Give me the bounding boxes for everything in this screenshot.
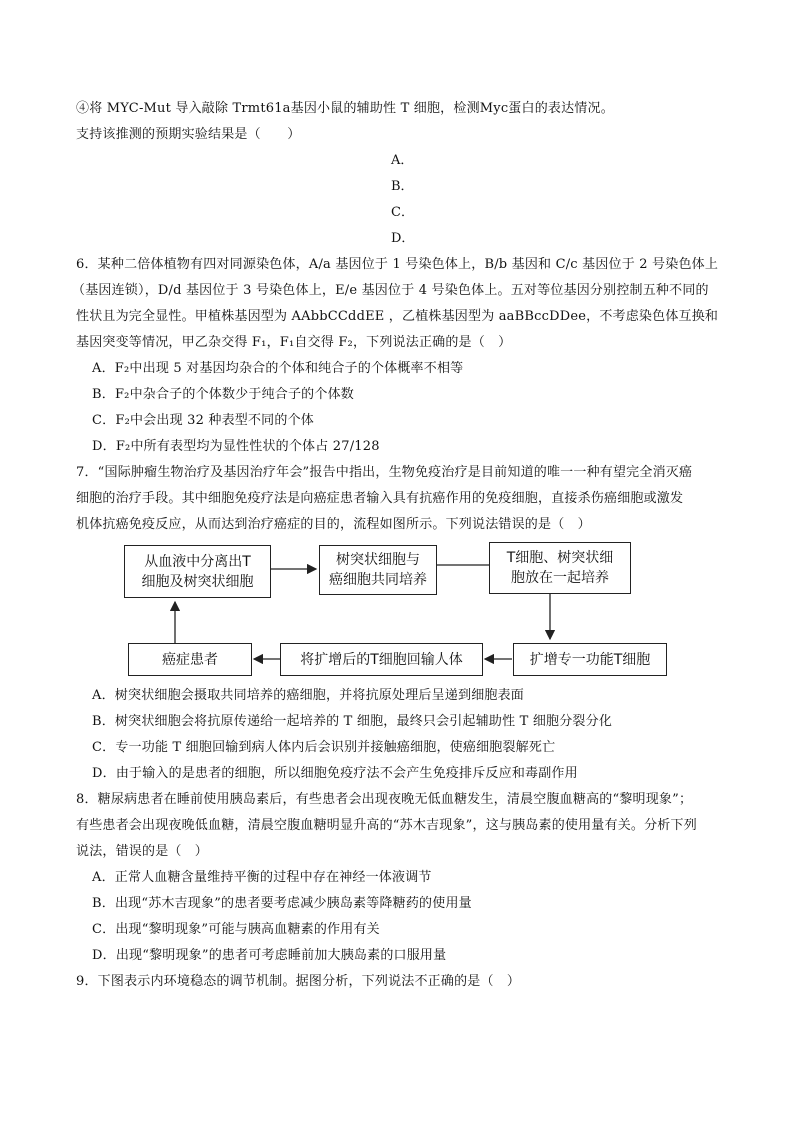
q6-option-c: C．F₂中会出现 32 种表型不同的个体: [92, 413, 314, 428]
flow-box-patient: 癌症患者: [128, 643, 252, 676]
q7-stem-line-2: 细胞的治疗手段。其中细胞免疫疗法是向癌症患者输入具有抗癌作用的免疫细胞，直接杀伤癌细胞或激发: [76, 491, 684, 506]
q8-option-c: C．出现“黎明现象”可能与胰高血糖素的作用有关: [92, 922, 380, 937]
flow-box-coculture-cancer: [319, 545, 437, 595]
q6-option-d: D．F₂中所有表型均为显性性状的个体占 27/128: [92, 439, 380, 454]
flow-box-coculture-t-cells: [489, 542, 631, 594]
q7-option-b: B．树突状细胞会将抗原传递给一起培养的 T 细胞，最终只会引起辅助性 T 细胞分裂分化: [92, 714, 613, 729]
q6-option-a: A．F₂中出现 5 对基因均杂合的个体和纯合子的个体概率不相等: [92, 361, 464, 376]
q6-stem-line-2: （基因连锁），D/d 基因位于 3 号染色体上，E/e 基因位于 4 号染色体上。五对等位基因分别控制五种不同的: [72, 283, 709, 298]
q8-stem-line-1: 8．糖尿病患者在睡前使用胰岛素后，有些患者会出现夜晚无低血糖发生，清晨空腹血糖高的“黎明现象”；: [76, 792, 693, 807]
q5-option-c: C．: [391, 205, 414, 220]
flow-box-separate-cells-line-2: 细胞及树突状细胞: [141, 573, 254, 590]
q5-option-b: B．: [391, 179, 414, 194]
q8-stem-line-3: 说法，错误的是（ ）: [76, 844, 209, 859]
q5-item4: ④将 MYC-Mut 导入敲除 Trmt61a基因小鼠的辅助性 T 细胞，检测Myc蛋白的表达情况。: [76, 101, 614, 116]
q6-stem-line-4: 基因突变等情况，甲乙杂交得 F₁，F₁自交得 F₂，下列说法正确的是（ ）: [76, 335, 512, 350]
q8-option-d: D．出现“黎明现象”的患者可考虑睡前加大胰岛素的口服用量: [92, 948, 447, 963]
q7-option-a: A．树突状细胞会摄取共同培养的癌细胞，并将抗原处理后呈递到细胞表面: [92, 688, 524, 703]
flow-box-coculture-cancer-line-2: 癌细胞共同培养: [329, 572, 427, 588]
q7-option-c: C．专一功能 T 细胞回输到病人体内后会识别并接触癌细胞，使癌细胞裂解死亡: [92, 740, 556, 755]
flow-box-coculture-t-cells-line-2: 胞放在一起培养: [511, 570, 609, 586]
q8-stem-line-2: 有些患者会出现夜晚低血糖，清晨空腹血糖明显升高的“苏木吉现象”，这与胰岛素的使用量有关。分析下列: [76, 818, 697, 833]
q6-option-b: B．F₂中杂合子的个体数少于纯合子的个体数: [92, 387, 354, 402]
flow-box-coculture-cancer-line-1: 树突状细胞与: [336, 552, 420, 568]
q5-option-d: D．: [391, 231, 415, 246]
q8-option-a: A．正常人血糖含量维持平衡的过程中存在神经一体液调节: [92, 870, 432, 885]
flow-box-separate-cells: [124, 545, 271, 598]
flow-box-reinfuse: 将扩增后的T细胞回输人体: [280, 643, 483, 676]
q7-option-d: D．由于输入的是患者的细胞，所以细胞免疫疗法不会产生免疫排斥反应和毒副作用: [92, 766, 578, 781]
q9-stem: 9．下图表示内环境稳态的调节机制。据图分析，下列说法不正确的是（ ）: [76, 974, 521, 989]
q5-option-a: A．: [391, 153, 414, 168]
flow-box-expand-t-cells: 扩增专一功能T细胞: [513, 643, 667, 676]
flow-box-separate-cells-line-1: 从血液中分离出T: [144, 553, 251, 570]
q7-stem-line-1: 7．“国际肿瘤生物治疗及基因治疗年会”报告中指出，生物免疫治疗是目前知道的唯一一种有望完全消灭癌: [76, 465, 693, 480]
q6-stem-line-3: 性状且为完全显性。甲植株基因型为 AAbbCCddEE ，乙植株基因型为 aaBBccDDee，不考虑染色体互换和: [76, 309, 719, 324]
q8-option-b: B．出现“苏木吉现象”的患者要考虑减少胰岛素等降糖药的使用量: [92, 896, 472, 911]
q5-stem: 支持该推测的预期实验结果是（ ）: [76, 127, 301, 142]
flow-box-coculture-t-cells-line-1: T细胞、树突状细: [506, 550, 614, 566]
q7-stem-line-3: 机体抗癌免疫反应，从而达到治疗癌症的目的，流程如图所示。下列说法错误的是（ ）: [76, 517, 591, 532]
q6-stem-line-1: 6．某种二倍体植物有四对同源染色体，A/a 基因位于 1 号染色体上，B/b 基因和 C/c 基因位于 2 号染色体上: [76, 257, 719, 272]
